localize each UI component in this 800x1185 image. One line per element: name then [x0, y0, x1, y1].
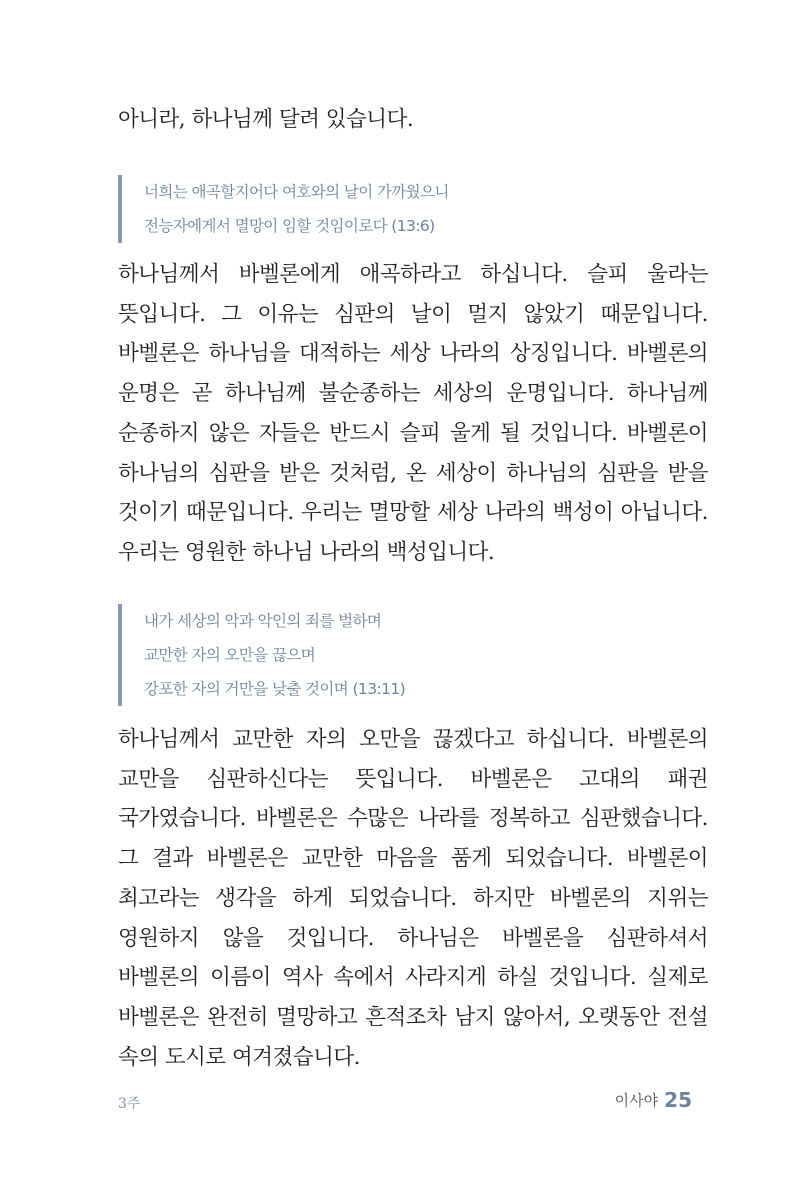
quote-line: 너희는 애곡할지어다 여호와의 날이 가까웠으니 — [144, 183, 449, 201]
book-title: 이사야 — [614, 1091, 659, 1110]
scripture-quote-1 — [118, 175, 704, 243]
scripture-quote-2 — [118, 604, 704, 706]
body-paragraph-1: 아니라, 하나님께 달려 있습니다. — [118, 107, 414, 132]
page-number: 25 — [664, 1088, 692, 1112]
quote-line: 강포한 자의 거만을 낮출 것이며 (13:11) — [144, 680, 406, 698]
page-footer — [615, 1088, 692, 1112]
quote-line: 내가 세상의 악과 악인의 죄를 벌하며 — [144, 612, 382, 630]
week-label: 3주 — [118, 1096, 141, 1112]
quote-line: 교만한 자의 오만을 끊으며 — [144, 646, 316, 664]
quote-line: 전능자에게서 멸망이 임할 것임이로다 (13:6) — [144, 217, 435, 235]
body-paragraph-2: 하나님께서 바벨론에게 애곡하라고 하십니다. 슬피 울라는 뜻입니다. 그 이유는 심판의 날이 멀지 않았기 때문입니다. 바벨론은 하나님을 대적하는 세상 나라의 상징입니다. 바벨론의 운명은 곧 하나님께 불순종하는 세상의 운명입니다. 하나님께 순종하지 않은 자들은 반드시 슬피 울게 될 것입니다. 바벨론이 하나님의 심판을 받은 것처럼, 온 세상이 하나님의 심판을 받을 것이기 때문입니다. 우리는 멸망할 세상 나라의 백성이 아닙니다. 우리는 영원한 하나님 나라의 백성입니다. — [118, 262, 708, 565]
body-paragraph-3: 하나님께서 교만한 자의 오만을 끊겠다고 하십니다. 바벨론의 교만을 심판하신다는 뜻입니다. 바벨론은 고대의 패권 국가였습니다. 바벨론은 수많은 나라를 정복하고 심판했습니다. 그 결과 바벨론은 교만한 마음을 품게 되었습니다. 바벨론이 최고라는 생각을 하게 되었습니다. 하지만 바벨론의 지위는 영원하지 않을 것입니다. 하나님은 바벨론을 심판하셔서 바벨론의 이름이 역사 속에서 사라지게 하실 것입니다. 실제로 바벨론은 완전히 멸망하고 흔적조차 남지 않아서, 오랫동안 전설 속의 도시로 여겨졌습니다. — [118, 727, 708, 1070]
